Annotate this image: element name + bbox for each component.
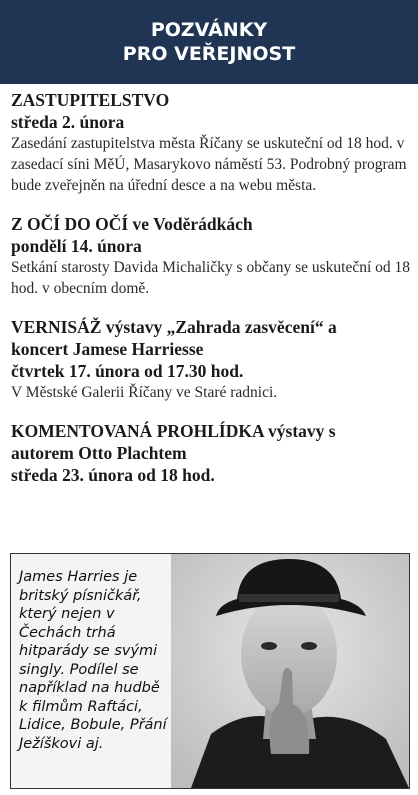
event-title: Z OČÍ DO OČÍ ve Voděrádkách [11, 214, 253, 234]
event-item [11, 316, 411, 403]
events-list [11, 89, 411, 503]
event-title: ZASTUPITELSTVO [11, 90, 170, 110]
section-header [0, 0, 418, 84]
event-date: pondělí 14. února [11, 236, 142, 256]
artist-photo-box [10, 553, 410, 789]
event-description: Setkání starosty Davida Michaličky s občany se uskuteční od 18 hod. v obecním domě. [11, 259, 411, 297]
event-title: KOMENTOVANÁ PROHLÍDKA výstavy s autorem Otto Plachtem [11, 421, 336, 463]
event-item [11, 420, 411, 486]
photo-caption: James Harries je britský písničkář, který nejen v Čechách trhá hitparády se svými singly. Podílel se například na hudbě k filmům Raftáci, Lidice, Bobule, Přání Ježíškovi aj. [19, 569, 167, 752]
event-date: čtvrtek 17. února od 17.30 hod. [11, 361, 244, 381]
event-date: středa 2. února [11, 112, 125, 132]
event-date: středa 23. února od 18 hod. [11, 465, 215, 485]
event-title: VERNISÁŽ výstavy „Zahrada zasvěcení“ a koncert Jamese Harriesse [11, 317, 337, 359]
header-line-1: POZVÁNKY [150, 19, 268, 41]
event-description: V Městské Galerii Říčany ve Staré radnici. [11, 384, 278, 401]
event-item [11, 89, 411, 196]
event-item [11, 213, 411, 299]
header-line-2: PRO VEŘEJNOST [122, 43, 296, 65]
artist-photo [171, 554, 409, 788]
event-description: Zasedání zastupitelstva města Říčany se uskuteční od 18 hod. v zasedací síni MěÚ, Masarykovo náměstí 53. Podrobný program bude zveřejněn na úřední desce a na webu města. [11, 135, 407, 194]
